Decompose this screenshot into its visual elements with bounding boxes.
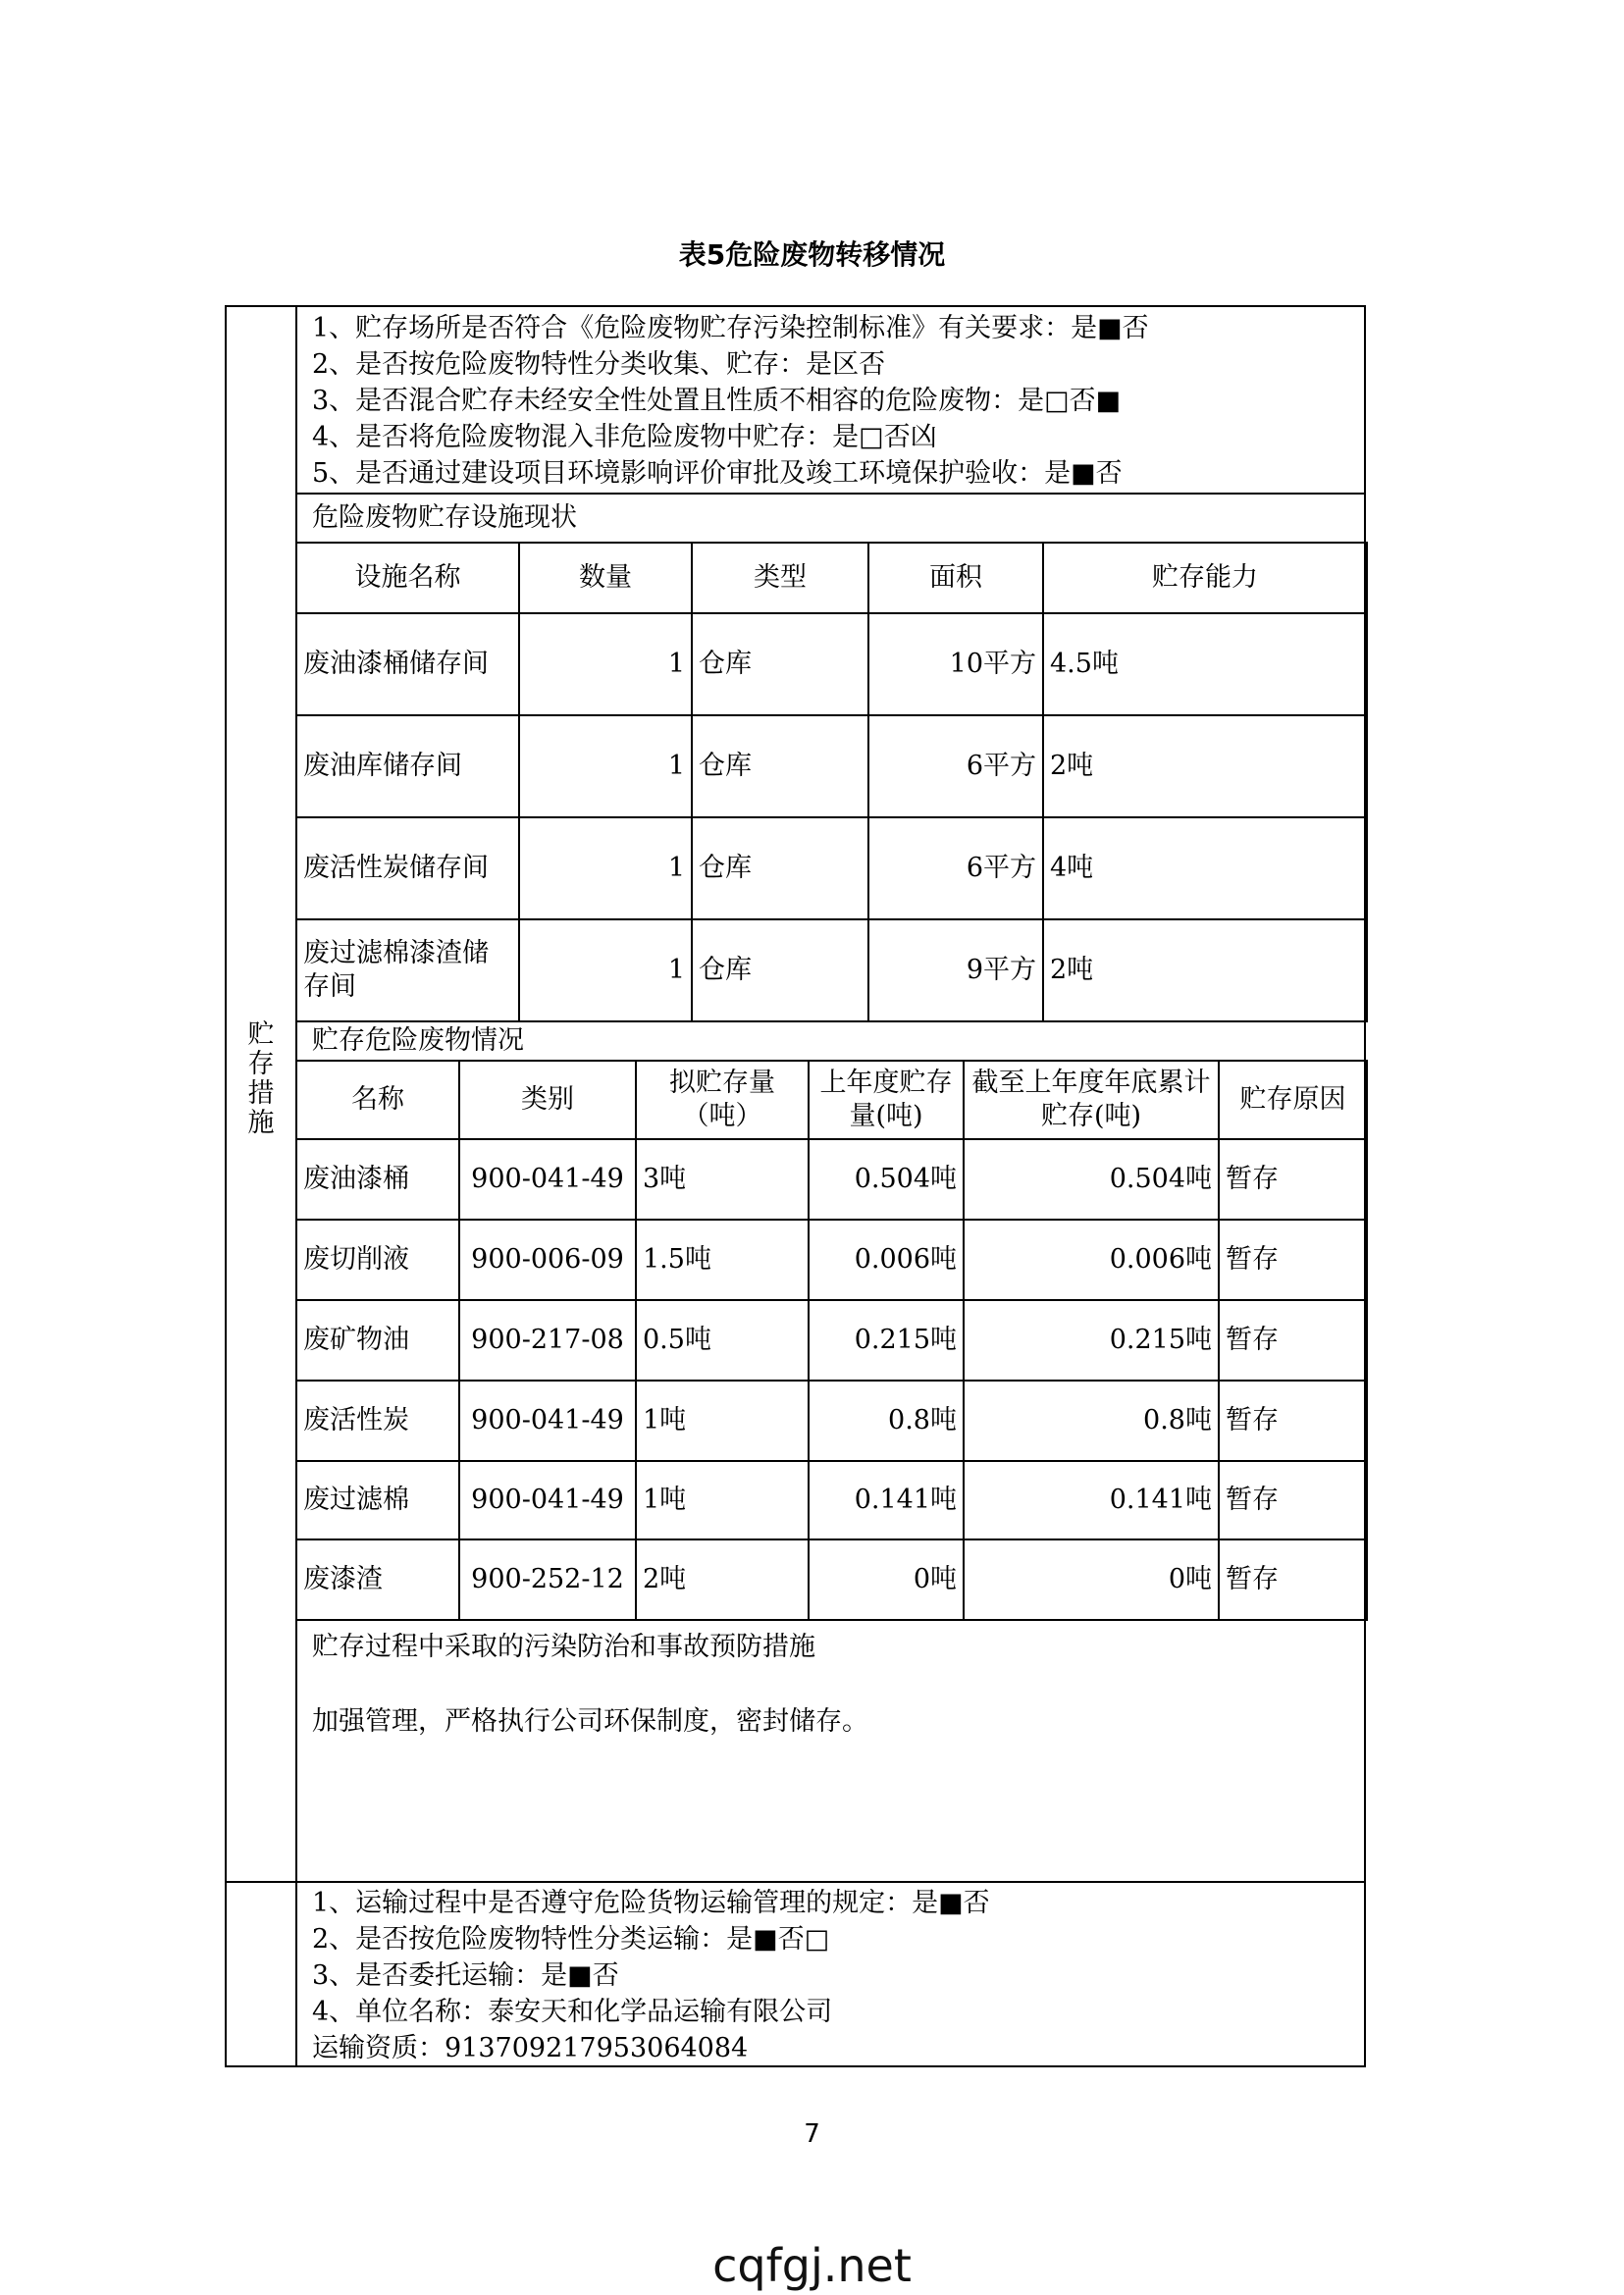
waste-name: 废切削液	[296, 1220, 459, 1300]
storage-check-1: 1、贮存场所是否符合《危险废物贮存污染控制标准》有关要求：是■否	[312, 313, 1149, 343]
waste-last-year: 0吨	[809, 1539, 964, 1620]
waste-cumulative: 0.504吨	[964, 1139, 1219, 1220]
table-row	[296, 1381, 1367, 1461]
facility-type: 仓库	[692, 817, 868, 919]
waste-cumulative: 0.006吨	[964, 1220, 1219, 1300]
storage-check-4: 4、是否将危险废物混入非危险废物中贮存：是□否凶	[312, 422, 937, 452]
facility-area: 6平方	[868, 817, 1043, 919]
waste-last-year: 0.006吨	[809, 1220, 964, 1300]
table-row	[296, 1539, 1367, 1620]
wastes-header-code: 类别	[459, 1061, 636, 1139]
prevention-text: 加强管理，严格执行公司环保制度，密封储存。	[312, 1706, 868, 1737]
table-row	[296, 1220, 1367, 1300]
waste-planned: 2吨	[636, 1539, 809, 1620]
table-row	[296, 1139, 1367, 1220]
facility-name: 废活性炭储存间	[296, 817, 519, 919]
facilities-header-area: 面积	[868, 543, 1043, 613]
checks-divider	[295, 493, 1366, 495]
table-row	[296, 919, 1367, 1021]
wastes-header-cumulative: 截至上年度年底累计贮存(吨)	[964, 1061, 1219, 1139]
facility-capacity: 2吨	[1043, 919, 1367, 1021]
facilities-table	[295, 542, 1368, 1022]
waste-code: 900-041-49	[459, 1381, 636, 1461]
facility-area: 9平方	[868, 919, 1043, 1021]
transport-check-1: 1、运输过程中是否遵守危险货物运输管理的规定：是■否	[312, 1888, 990, 1918]
facility-capacity: 4吨	[1043, 817, 1367, 919]
waste-cumulative: 0.8吨	[964, 1381, 1219, 1461]
page-title: 表5危险废物转移情况	[678, 238, 946, 271]
wastes-heading: 贮存危险废物情况	[312, 1025, 524, 1056]
waste-reason: 暂存	[1219, 1220, 1367, 1300]
transport-checklist	[312, 1885, 990, 2066]
transport-company: 4、单位名称：泰安天和化学品运输有限公司	[312, 1997, 833, 2027]
table-row	[296, 613, 1367, 715]
facility-qty: 1	[519, 613, 692, 715]
waste-last-year: 0.8吨	[809, 1381, 964, 1461]
table-row	[296, 1461, 1367, 1539]
wastes-header-reason: 贮存原因	[1219, 1061, 1367, 1139]
waste-planned: 0.5吨	[636, 1300, 809, 1381]
table-row	[296, 1300, 1367, 1381]
waste-cumulative: 0.215吨	[964, 1300, 1219, 1381]
waste-reason: 暂存	[1219, 1539, 1367, 1620]
facility-area: 10平方	[868, 613, 1043, 715]
waste-code: 900-006-09	[459, 1220, 636, 1300]
table-row	[296, 817, 1367, 919]
facility-qty: 1	[519, 715, 692, 817]
waste-last-year: 0.141吨	[809, 1461, 964, 1539]
waste-code: 900-041-49	[459, 1461, 636, 1539]
waste-reason: 暂存	[1219, 1300, 1367, 1381]
waste-planned: 1.5吨	[636, 1220, 809, 1300]
side-label-storage-measures: 贮 存 措 施	[247, 1019, 275, 1138]
facility-name: 废过滤棉漆渣储存间	[296, 919, 519, 1021]
waste-reason: 暂存	[1219, 1381, 1367, 1461]
waste-code: 900-217-08	[459, 1300, 636, 1381]
waste-name: 废油漆桶	[296, 1139, 459, 1220]
wastes-header-name: 名称	[296, 1061, 459, 1139]
facility-type: 仓库	[692, 919, 868, 1021]
waste-last-year: 0.504吨	[809, 1139, 964, 1220]
facility-qty: 1	[519, 919, 692, 1021]
waste-code: 900-252-12	[459, 1539, 636, 1620]
section-divider	[225, 1881, 1366, 1883]
facilities-heading: 危险废物贮存设施现状	[312, 502, 577, 533]
transport-check-2: 2、是否按危险废物特性分类运输：是■否□	[312, 1924, 830, 1955]
facilities-header-qty: 数量	[519, 543, 692, 613]
storage-check-2: 2、是否按危险废物特性分类收集、贮存：是区否	[312, 349, 886, 380]
waste-name: 废漆渣	[296, 1539, 459, 1620]
waste-reason: 暂存	[1219, 1139, 1367, 1220]
facility-capacity: 4.5吨	[1043, 613, 1367, 715]
prevention-heading: 贮存过程中采取的污染防治和事故预防措施	[312, 1632, 815, 1662]
waste-code: 900-041-49	[459, 1139, 636, 1220]
facility-area: 6平方	[868, 715, 1043, 817]
facility-capacity: 2吨	[1043, 715, 1367, 817]
watermark: cqfgj.net	[712, 2239, 912, 2292]
waste-name: 废矿物油	[296, 1300, 459, 1381]
facility-name: 废油库储存间	[296, 715, 519, 817]
waste-planned: 3吨	[636, 1139, 809, 1220]
waste-planned: 1吨	[636, 1381, 809, 1461]
facilities-header-name: 设施名称	[296, 543, 519, 613]
waste-cumulative: 0.141吨	[964, 1461, 1219, 1539]
facilities-header-type: 类型	[692, 543, 868, 613]
storage-check-5: 5、是否通过建设项目环境影响评价审批及竣工环境保护验收：是■否	[312, 458, 1123, 489]
table-row	[296, 715, 1367, 817]
page-number: 7	[804, 2119, 820, 2149]
storage-check-3: 3、是否混合贮存未经安全性处置且性质不相容的危险废物：是□否■	[312, 386, 1122, 416]
facility-type: 仓库	[692, 715, 868, 817]
wastes-header-planned: 拟贮存量（吨）	[636, 1061, 809, 1139]
wastes-table	[295, 1060, 1368, 1621]
waste-name: 废活性炭	[296, 1381, 459, 1461]
facility-qty: 1	[519, 817, 692, 919]
waste-cumulative: 0吨	[964, 1539, 1219, 1620]
waste-name: 废过滤棉	[296, 1461, 459, 1539]
storage-checklist	[312, 310, 1149, 492]
transport-check-3: 3、是否委托运输：是■否	[312, 1960, 619, 1991]
facilities-header-capacity: 贮存能力	[1043, 543, 1367, 613]
facility-type: 仓库	[692, 613, 868, 715]
transport-qualification: 运输资质：913709217953064084	[312, 2033, 749, 2063]
wastes-header-last-year: 上年度贮存量(吨)	[809, 1061, 964, 1139]
waste-planned: 1吨	[636, 1461, 809, 1539]
waste-last-year: 0.215吨	[809, 1300, 964, 1381]
waste-reason: 暂存	[1219, 1461, 1367, 1539]
facility-name: 废油漆桶储存间	[296, 613, 519, 715]
